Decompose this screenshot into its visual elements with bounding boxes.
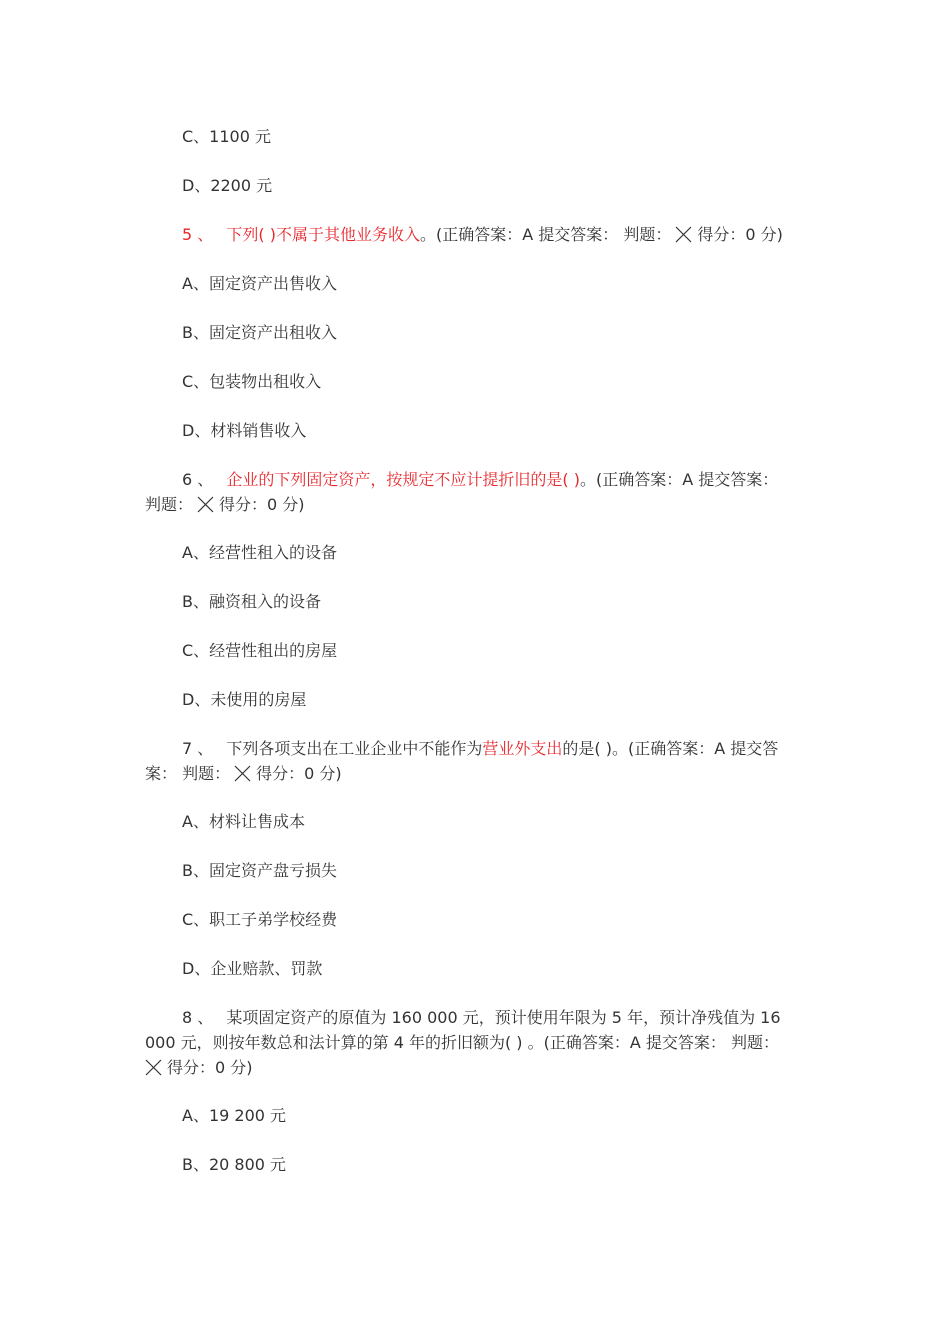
question-6-judge-label: 判题： <box>145 495 194 514</box>
question-6-option-d: D、未使用的房屋 <box>182 690 307 709</box>
question-7-meta-line2 <box>145 761 815 786</box>
question-7 <box>182 736 822 761</box>
question-6 <box>182 467 822 492</box>
question-8-score: 得分：0 分) <box>167 1058 253 1077</box>
question-5 <box>182 222 822 247</box>
question-5-option-c: C、包装物出租收入 <box>182 372 322 391</box>
question-5-option-d: D、材料销售收入 <box>182 421 307 440</box>
question-7-option-a: A、材料让售成本 <box>182 812 305 831</box>
option-d-prev: D、2200 元 <box>182 176 273 195</box>
question-7-judge-label: 案： 判题： <box>145 764 231 783</box>
option-c-prev: C、1100 元 <box>182 127 271 146</box>
question-8 <box>182 1005 822 1030</box>
question-5-option-a: A、固定资产出售收入 <box>182 274 337 293</box>
question-7-stem-highlight: 营业外支出 <box>482 739 563 758</box>
wrong-mark-icon <box>197 496 214 513</box>
wrong-mark-icon <box>145 1059 162 1076</box>
question-6-option-a: A、经营性租入的设备 <box>182 543 337 562</box>
question-7-number: 7 、 <box>182 739 214 758</box>
question-8-number: 8 、 <box>182 1008 214 1027</box>
question-5-score: 得分：0 分) <box>697 225 783 244</box>
question-5-number: 5 、 <box>182 225 214 244</box>
wrong-mark-icon <box>675 226 692 243</box>
question-6-stem: 企业的下列固定资产，按规定不应计提折旧的是( ) <box>226 470 580 489</box>
question-8-option-a: A、19 200 元 <box>182 1106 287 1125</box>
question-8-meta-line3 <box>145 1055 815 1080</box>
question-6-number: 6 、 <box>182 470 214 489</box>
question-7-score: 得分：0 分) <box>256 764 342 783</box>
question-8-stem: 某项固定资产的原值为 160 000 元，预计使用年限为 5 年，预计净残值为 16 <box>226 1008 781 1027</box>
question-6-option-b: B、融资租入的设备 <box>182 592 321 611</box>
question-5-option-b: B、固定资产出租收入 <box>182 323 337 342</box>
wrong-mark-icon <box>234 765 251 782</box>
question-7-option-c: C、职工子弟学校经费 <box>182 910 338 929</box>
question-7-option-d: D、企业赔款、罚款 <box>182 959 323 978</box>
question-6-meta-line2 <box>145 492 815 517</box>
question-5-stem: 下列( )不属于其他业务收入 <box>226 225 420 244</box>
question-6-score: 得分：0 分) <box>219 495 305 514</box>
question-8-stem-line2: 000 元，则按年数总和法计算的第 4 年的折旧额为( ) 。(正确答案：A 提交答案： 判题： <box>145 1033 779 1052</box>
question-7-option-b: B、固定资产盘亏损失 <box>182 861 337 880</box>
question-7-stem: 下列各项支出在工业企业中不能作为 <box>226 739 483 758</box>
question-6-meta: 。(正确答案：A 提交答案： <box>579 470 779 489</box>
question-7-stem-end: 的是( )。(正确答案：A 提交答 <box>562 739 779 758</box>
question-8-option-b: B、20 800 元 <box>182 1155 287 1174</box>
question-6-option-c: C、经营性租出的房屋 <box>182 641 338 660</box>
question-5-meta: 。(正确答案：A 提交答案： 判题： <box>419 225 672 244</box>
